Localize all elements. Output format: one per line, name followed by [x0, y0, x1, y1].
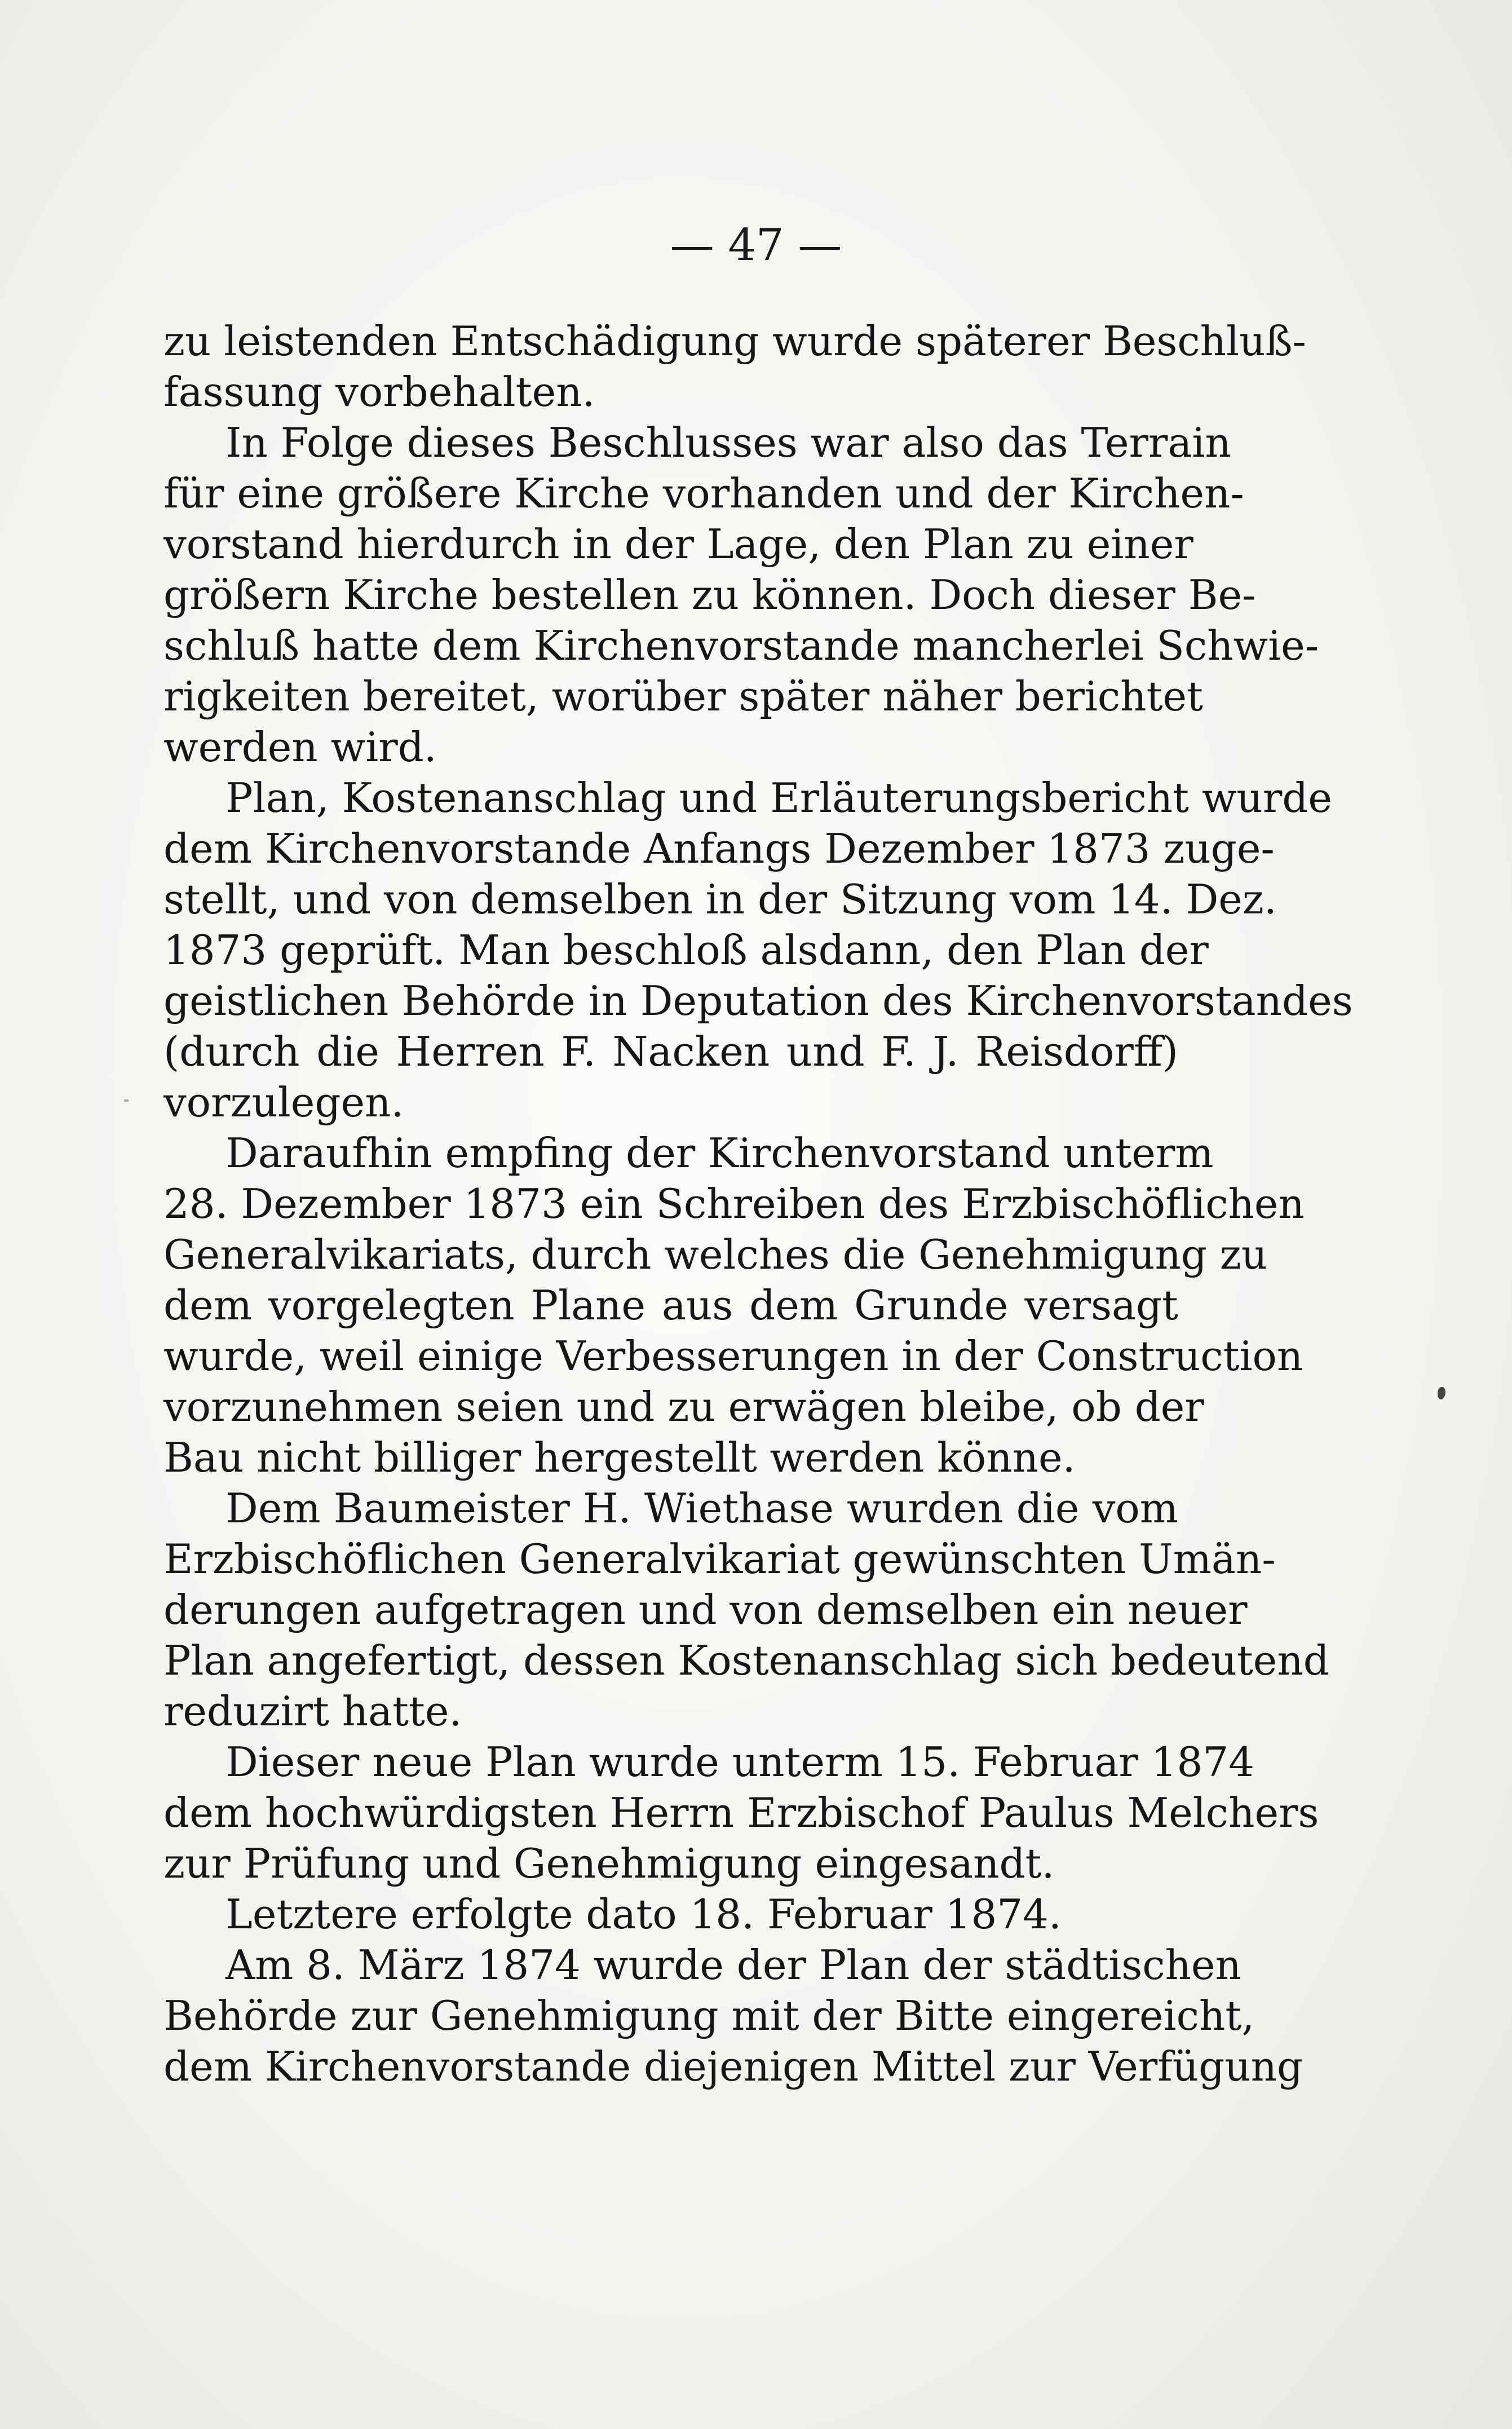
text-line: Plan, Kostenanschlag und Erläuterungsbericht wurde [226, 774, 1333, 822]
text-line: zu leistenden Entschädigung wurde späterer Beschluß- [163, 317, 1306, 365]
text-line: stellt, und von demselben in der Sitzung vom 14. Dez. [163, 876, 1277, 923]
text-line: Am 8. März 1874 wurde der Plan der städtischen [226, 1941, 1241, 1989]
text-line: wurde, weil einige Verbesserungen in der Construction [163, 1332, 1303, 1380]
text-line: zur Prüfung und Genehmigung eingesandt. [163, 1840, 1055, 1887]
text-line: Dem Baumeister H. Wiethase wurden die vom [226, 1485, 1178, 1532]
ink-speck [1438, 1387, 1445, 1399]
text-line: werden wird. [163, 723, 437, 771]
text-line: dem Kirchenvorstande diejenigen Mittel zur Verfügung [163, 2043, 1303, 2090]
text-line: In Folge dieses Beschlusses war also das Terrain [226, 419, 1231, 466]
text-line: geistlichen Behörde in Deputation des Kirchenvorstandes [163, 977, 1353, 1024]
text-line: Behörde zur Genehmigung mit der Bitte eingereicht, [163, 1992, 1255, 2039]
body-text [163, 316, 1353, 2092]
text-line: Letztere erfolgte dato 18. Februar 1874. [226, 1891, 1062, 1938]
text-line: vorstand hierdurch in der Lage, den Plan zu einer [163, 520, 1193, 568]
text-line: Erzbischöflichen Generalvikariat gewünschten Umän- [163, 1535, 1276, 1583]
text-line: vorzunehmen seien und zu erwägen bleibe, ob der [163, 1383, 1204, 1430]
text-line: rigkeiten bereitet, worüber später näher berichtet [163, 673, 1204, 720]
text-line: (durch die Herren F. Nacken und F. J. Reisdorff) [163, 1028, 1178, 1075]
text-line: Dieser neue Plan wurde unterm 15. Februar 1874 [226, 1738, 1254, 1786]
text-line: 28. Dezember 1873 ein Schreiben des Erzbischöflichen [163, 1180, 1305, 1227]
text-line: Bau nicht billiger hergestellt werden könne. [163, 1434, 1076, 1481]
paper-mark [124, 1099, 129, 1102]
text-line: schluß hatte dem Kirchenvorstande mancherlei Schwie- [163, 622, 1319, 669]
text-line: reduzirt hatte. [163, 1688, 462, 1735]
text-line: Daraufhin empfing der Kirchenvorstand unterm [226, 1129, 1214, 1177]
text-line: fassung vorbehalten. [163, 368, 595, 416]
text-line: dem Kirchenvorstande Anfangs Dezember 1873 zuge- [163, 825, 1275, 872]
text-line: Generalvikariats, durch welches die Genehmigung zu [163, 1231, 1268, 1278]
text-line: größern Kirche bestellen zu können. Doch dieser Be- [163, 571, 1256, 619]
text-line: dem hochwürdigsten Herrn Erzbischof Paulus Melchers [163, 1789, 1319, 1836]
text-line: vorzulegen. [163, 1079, 404, 1126]
text-line: dem vorgelegten Plane aus dem Grunde versagt [163, 1282, 1178, 1329]
text-line: 1873 geprüft. Man beschloß alsdann, den Plan der [163, 926, 1209, 974]
text-line: Plan angefertigt, dessen Kostenanschlag sich bedeutend [163, 1637, 1329, 1684]
page-number: — 47 — [670, 220, 842, 271]
text-line: für eine größere Kirche vorhanden und der Kirchen- [163, 470, 1244, 517]
text-line: derungen aufgetragen und von demselben ein neuer [163, 1586, 1248, 1633]
